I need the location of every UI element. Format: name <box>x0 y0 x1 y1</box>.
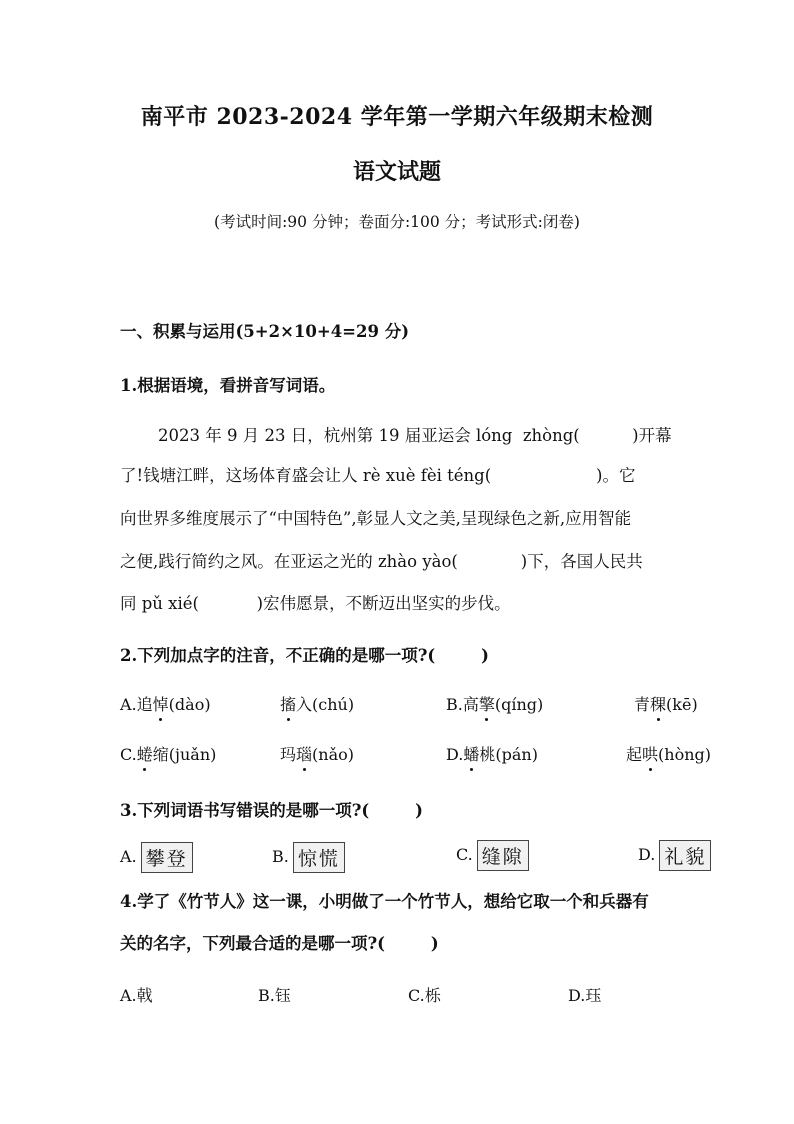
exam-info: (考试时间:90 分钟；卷面分:100 分；考试形式:闭卷) <box>214 213 580 231</box>
option-item <box>456 840 529 871</box>
handwritten-word-image: 礼貌 <box>659 840 711 871</box>
option-item <box>272 842 345 873</box>
dotted-character: 稞 <box>650 692 666 715</box>
option-label: A. <box>120 847 137 866</box>
dotted-character: 瑙 <box>296 742 312 765</box>
section-heading: 一、积累与运用(5+2×10+4=29 分) <box>120 322 410 341</box>
option-item <box>120 842 193 873</box>
question-4-stem: 关的名字，下列最合适的是哪一项?( ) <box>120 934 439 953</box>
option-item <box>626 742 711 765</box>
option-item <box>634 692 698 715</box>
option-text: 缩(juǎn) <box>152 745 217 764</box>
handwritten-word-image: 攀登 <box>141 842 193 873</box>
question-1-line: 向世界多维度展示了“中国特色”,彰显人文之美,呈现绿色之新,应用智能 <box>120 509 632 528</box>
dotted-character: 哄 <box>642 742 658 765</box>
option-text: 青 <box>634 695 651 714</box>
option-item <box>280 742 354 765</box>
option-text: D. <box>446 745 464 764</box>
question-1-stem: 1.根据语境，看拼音写词语。 <box>120 376 336 395</box>
question-2-stem: 2.下列加点字的注音，不正确的是哪一项?( ) <box>120 646 489 665</box>
option-label: D. <box>638 845 656 864</box>
option-text: (hòng) <box>658 745 711 764</box>
option-text: A.追 <box>120 695 153 714</box>
option-text: (qíng) <box>494 695 544 714</box>
question-1-line: 2023 年 9 月 23 日，杭州第 19 届亚运会 lóng zhòng( )开幕 <box>158 426 672 445</box>
option-item <box>446 742 538 765</box>
question-4-stem: 4.学了《竹节人》这一课，小明做了一个竹节人，想给它取一个和兵器有 <box>120 892 649 911</box>
dotted-character: 蜷 <box>137 742 153 765</box>
option-label: B. <box>272 847 289 866</box>
option-item <box>280 692 354 715</box>
option-text: 入(chú) <box>296 695 355 714</box>
option-text: (nǎo) <box>312 745 354 764</box>
option-label: C. <box>456 845 473 864</box>
option-item: B.钰 <box>258 986 291 1005</box>
dotted-character: 蟠 <box>463 742 479 765</box>
option-item <box>446 692 543 715</box>
dotted-character: 擎 <box>479 692 495 715</box>
option-text: 玛 <box>280 745 297 764</box>
option-text: B.高 <box>446 695 479 714</box>
option-item: A.戟 <box>120 986 153 1005</box>
dotted-character: 搐 <box>280 692 296 715</box>
option-item <box>120 692 211 715</box>
handwritten-word-image: 惊慌 <box>293 842 345 873</box>
option-item <box>638 840 711 871</box>
option-text: C. <box>120 745 137 764</box>
option-item <box>120 742 216 765</box>
option-text: 桃(pán) <box>479 745 538 764</box>
question-1-line: 了!钱塘江畔，这场体育盛会让人 rè xuè fèi téng( )。它 <box>120 466 636 485</box>
question-1-line: 之便,践行简约之风。在亚运之光的 zhào yào( )下，各国人民共 <box>120 552 643 571</box>
option-text: (kē) <box>666 695 698 714</box>
option-item: D.珏 <box>568 986 602 1005</box>
option-item: C.栎 <box>408 986 441 1005</box>
dotted-character: 悼 <box>153 692 169 715</box>
handwritten-word-image: 缝隙 <box>477 840 529 871</box>
option-text: (dào) <box>168 695 211 714</box>
option-text: 起 <box>626 745 643 764</box>
question-3-stem: 3.下列词语书写错误的是哪一项?( ) <box>120 801 423 820</box>
exam-subtitle: 语文试题 <box>352 159 441 185</box>
question-1-line: 同 pǔ xié( )宏伟愿景，不断迈出坚实的步伐。 <box>120 594 511 613</box>
exam-title: 南平市 2023-2024 学年第一学期六年级期末检测 <box>140 104 654 130</box>
